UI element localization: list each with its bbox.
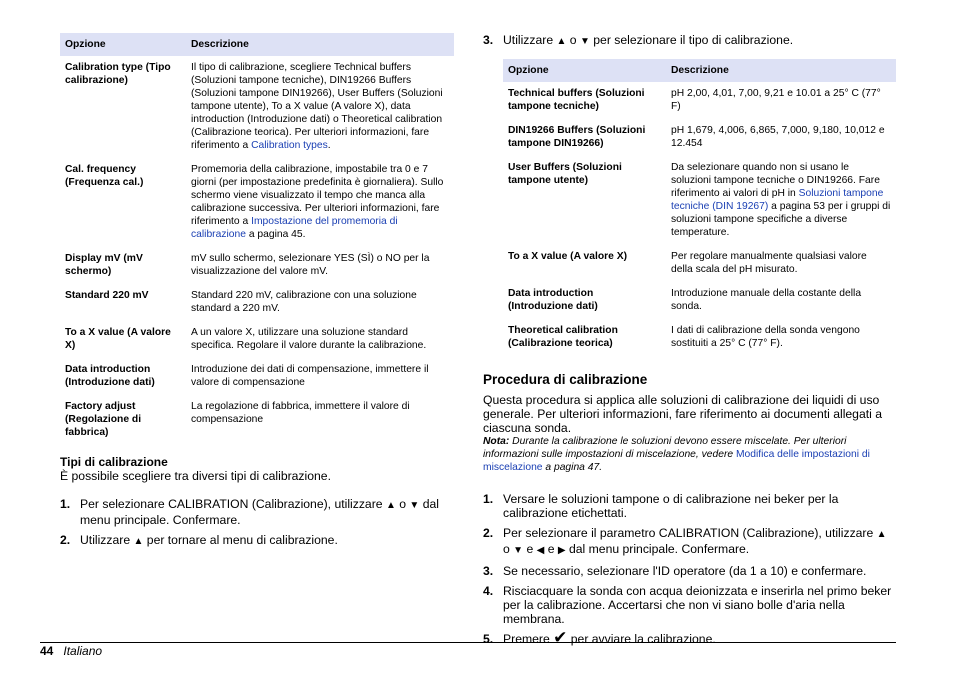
table-header-row xyxy=(60,33,454,56)
arrow-right-icon: ▶ xyxy=(557,545,566,556)
description-cell xyxy=(186,56,454,158)
option-cell: Factory adjust (Regolazione di fabbrica) xyxy=(65,401,142,438)
table-row xyxy=(503,319,896,356)
description-text: . xyxy=(327,140,331,151)
list-item xyxy=(483,33,896,49)
table-row xyxy=(60,358,454,395)
note-label: Nota: xyxy=(483,436,510,447)
note-text: Durante la calibrazione le soluzioni devono essere miscelate. Per ulteriori informazioni sulle impostazioni di miscelazione, vedere xyxy=(483,436,847,460)
arrow-down-icon: ▼ xyxy=(409,500,420,511)
step-text: dal menu principale. Confermare. xyxy=(80,497,439,527)
table-row xyxy=(60,284,454,321)
right-table-wrap xyxy=(483,59,896,356)
options-table-left xyxy=(60,33,454,445)
arrow-up-icon: ▲ xyxy=(876,529,887,540)
step-number: 1. xyxy=(60,497,71,511)
step-text: per tornare al menu di calibrazione. xyxy=(143,533,338,547)
description-cell xyxy=(666,319,896,356)
step-text: Risciacquare la sonda con acqua deionizzata e inserirla nel primo beker per la calibrazione. Accertarsi che non vi siano bolle d'aria nella membrana. xyxy=(503,584,892,626)
option-cell: Data introduction (Introduzione dati) xyxy=(65,364,155,388)
description-cell xyxy=(186,284,454,321)
column-header-description: Descrizione xyxy=(666,59,896,82)
left-column xyxy=(60,33,454,555)
page-number: 44 xyxy=(40,644,54,658)
note-after: a pagina 47. xyxy=(542,462,603,473)
table-header-row xyxy=(503,59,896,82)
description-cell xyxy=(666,119,896,156)
table-row xyxy=(503,82,896,119)
step-number: 4. xyxy=(483,584,494,598)
description-text: Da selezionare quando non si usano le soluzioni tampone tecniche o DIN19266. Fare riferimento ai valori di pH in xyxy=(671,162,880,199)
step-text: Se necessario, selezionare l'ID operatore (da 1 a 10) e confermare. xyxy=(503,564,867,578)
step-text: Utilizzare xyxy=(503,33,557,47)
step-text: Per selezionare CALIBRATION (Calibrazione), utilizzare xyxy=(80,497,386,511)
list-item xyxy=(60,533,454,549)
table-row xyxy=(503,156,896,245)
cross-reference-link[interactable]: Soluzioni tampone tecniche (DIN 19267) xyxy=(671,188,884,212)
step-text: e xyxy=(544,542,558,556)
step-number: 3. xyxy=(483,564,494,578)
description-text: a pagina 45. xyxy=(245,229,306,240)
description-text: Introduzione manuale della costante della sonda. xyxy=(671,288,862,312)
tipi-intro: È possibile scegliere tra diversi tipi di calibrazione. xyxy=(60,469,331,483)
description-text: Per regolare manualmente qualsiasi valore della scala del pH misurato. xyxy=(671,251,867,275)
description-text: I dati di calibrazione della sonda vengono sostituiti a 25° C (77° F). xyxy=(671,325,860,349)
option-cell: Technical buffers (Soluzioni tampone tecniche) xyxy=(508,88,645,112)
footer-language: Italiano xyxy=(63,644,103,658)
procedura-steps xyxy=(483,492,896,646)
step-text: Per selezionare il parametro CALIBRATION (Calibrazione), utilizzare xyxy=(503,526,877,540)
column-header-description: Descrizione xyxy=(186,33,454,56)
procedura-note xyxy=(483,435,896,474)
table-row xyxy=(60,395,454,445)
table-row xyxy=(60,247,454,284)
arrow-left-icon: ◀ xyxy=(536,545,545,556)
description-text: pH 1,679, 4,006, 6,865, 7,000, 9,180, 10,012 e 12.454 xyxy=(671,125,885,149)
arrow-up-icon: ▲ xyxy=(385,500,396,511)
description-text: Promemoria della calibrazione, impostabile tra 0 e 7 giorni (per impostazione predefinita è giornaliera). Sullo schermo viene visualizzato il tempo che manca alla calibrazione successiva. Per ulteriori informazioni, fare riferimento a xyxy=(191,164,444,227)
table-row xyxy=(60,158,454,247)
checkmark-icon: ✔ xyxy=(553,628,568,647)
arrow-down-icon: ▼ xyxy=(579,36,590,47)
description-text: mV sullo schermo, selezionare YES (SÌ) o NO per la visualizzazione del valore mV. xyxy=(191,253,430,277)
description-cell xyxy=(186,395,454,445)
option-cell: Theoretical calibration (Calibrazione teorica) xyxy=(508,325,618,349)
arrow-down-icon: ▼ xyxy=(513,545,524,556)
option-cell: Display mV (mV schermo) xyxy=(65,253,143,277)
description-text: Il tipo di calibrazione, scegliere Technical buffers (Soluzioni tampone tecniche), DIN19266 Buffers (Soluzioni tampone DIN19266), User Buffers (Soluzioni tampone utente), To a X value (A valore X), data introduction (Introduzione dati) o Theoretical calibration (Calibrazione teorica). Per ulteriori informazioni, fare riferimento a xyxy=(191,62,443,151)
table-row xyxy=(60,56,454,158)
option-cell: DIN19266 Buffers (Soluzioni tampone DIN19266) xyxy=(508,125,646,149)
step-text: e xyxy=(523,542,537,556)
column-header-option: Opzione xyxy=(503,59,666,82)
tipi-title: Tipi di calibrazione xyxy=(60,455,168,469)
list-item xyxy=(483,584,896,626)
options-table-right xyxy=(503,59,896,356)
note-link[interactable]: Modifica delle impostazioni di miscelazione xyxy=(483,449,870,473)
description-cell xyxy=(666,282,896,319)
procedura-intro: Questa procedura si applica alle soluzioni di calibrazione dei liquidi di uso generale. Per ulteriori informazioni, fare riferimento ai documenti allegati a ciascuna sonda. xyxy=(483,393,882,435)
description-cell xyxy=(666,156,896,245)
option-cell: To a X value (A valore X) xyxy=(508,251,628,262)
option-cell: User Buffers (Soluzioni tampone utente) xyxy=(508,162,622,186)
option-cell: Cal. frequency (Frequenza cal.) xyxy=(65,164,144,188)
step-text: dal menu principale. Confermare. xyxy=(565,542,750,556)
option-cell: Data introduction (Introduzione dati) xyxy=(508,288,598,312)
procedura-title: Procedura di calibrazione xyxy=(483,372,648,387)
option-cell: Calibration type (Tipo calibrazione) xyxy=(65,62,171,86)
description-cell xyxy=(666,82,896,119)
description-text: a pagina 53 per i gruppi di soluzioni tampone specifiche a diverse temperature. xyxy=(671,201,891,238)
description-cell xyxy=(666,245,896,282)
step-text: o xyxy=(566,33,580,47)
description-text: pH 2,00, 4,01, 7,00, 9,21 e 10.01 a 25° C (77° F) xyxy=(671,88,881,112)
table-row xyxy=(503,245,896,282)
cross-reference-link[interactable]: Impostazione del promemoria di calibrazione xyxy=(191,216,398,240)
option-cell: Standard 220 mV xyxy=(65,290,149,301)
table-row xyxy=(503,282,896,319)
list-item xyxy=(60,497,454,527)
tipi-steps xyxy=(60,497,454,549)
column-header-option: Opzione xyxy=(60,33,186,56)
right-step3 xyxy=(483,33,896,49)
description-text: Introduzione dei dati di compensazione, immettere il valore di compensazione xyxy=(191,364,429,388)
cross-reference-link[interactable]: Calibration types xyxy=(251,140,328,151)
footer-divider xyxy=(40,642,896,643)
description-text: Standard 220 mV, calibrazione con una soluzione standard a 220 mV. xyxy=(191,290,417,314)
description-text: La regolazione di fabbrica, immettere il valore di compensazione xyxy=(191,401,410,425)
step-text: o xyxy=(395,497,410,511)
list-item xyxy=(483,564,896,578)
step-text: Premere xyxy=(503,632,554,646)
footer xyxy=(40,644,102,658)
step-text: per avviare la calibrazione. xyxy=(567,632,716,646)
step-text: Versare le soluzioni tampone o di calibrazione nei beker per la calibrazione etichettati. xyxy=(503,492,839,520)
description-cell xyxy=(186,321,454,358)
step-number: 1. xyxy=(483,492,494,506)
list-item xyxy=(483,492,896,520)
option-cell: To a X value (A valore X) xyxy=(65,327,171,351)
step-text: o xyxy=(503,542,514,556)
arrow-up-icon: ▲ xyxy=(556,36,567,47)
description-cell xyxy=(186,158,454,247)
arrow-up-icon: ▲ xyxy=(133,536,144,547)
step-number: 3. xyxy=(483,33,494,47)
step-number: 5. xyxy=(483,632,494,646)
table-row xyxy=(503,119,896,156)
right-column xyxy=(483,33,896,652)
description-cell xyxy=(186,247,454,284)
description-text: A un valore X, utilizzare una soluzione standard specifica. Regolare il valore durante la calibrazione. xyxy=(191,327,427,351)
table-row xyxy=(60,321,454,358)
step-text: per selezionare il tipo di calibrazione. xyxy=(589,33,794,47)
list-item xyxy=(483,526,896,558)
step-number: 2. xyxy=(60,533,71,547)
list-item xyxy=(483,628,896,647)
step-number: 2. xyxy=(483,526,494,540)
step-text: Utilizzare xyxy=(80,533,134,547)
description-cell xyxy=(186,358,454,395)
